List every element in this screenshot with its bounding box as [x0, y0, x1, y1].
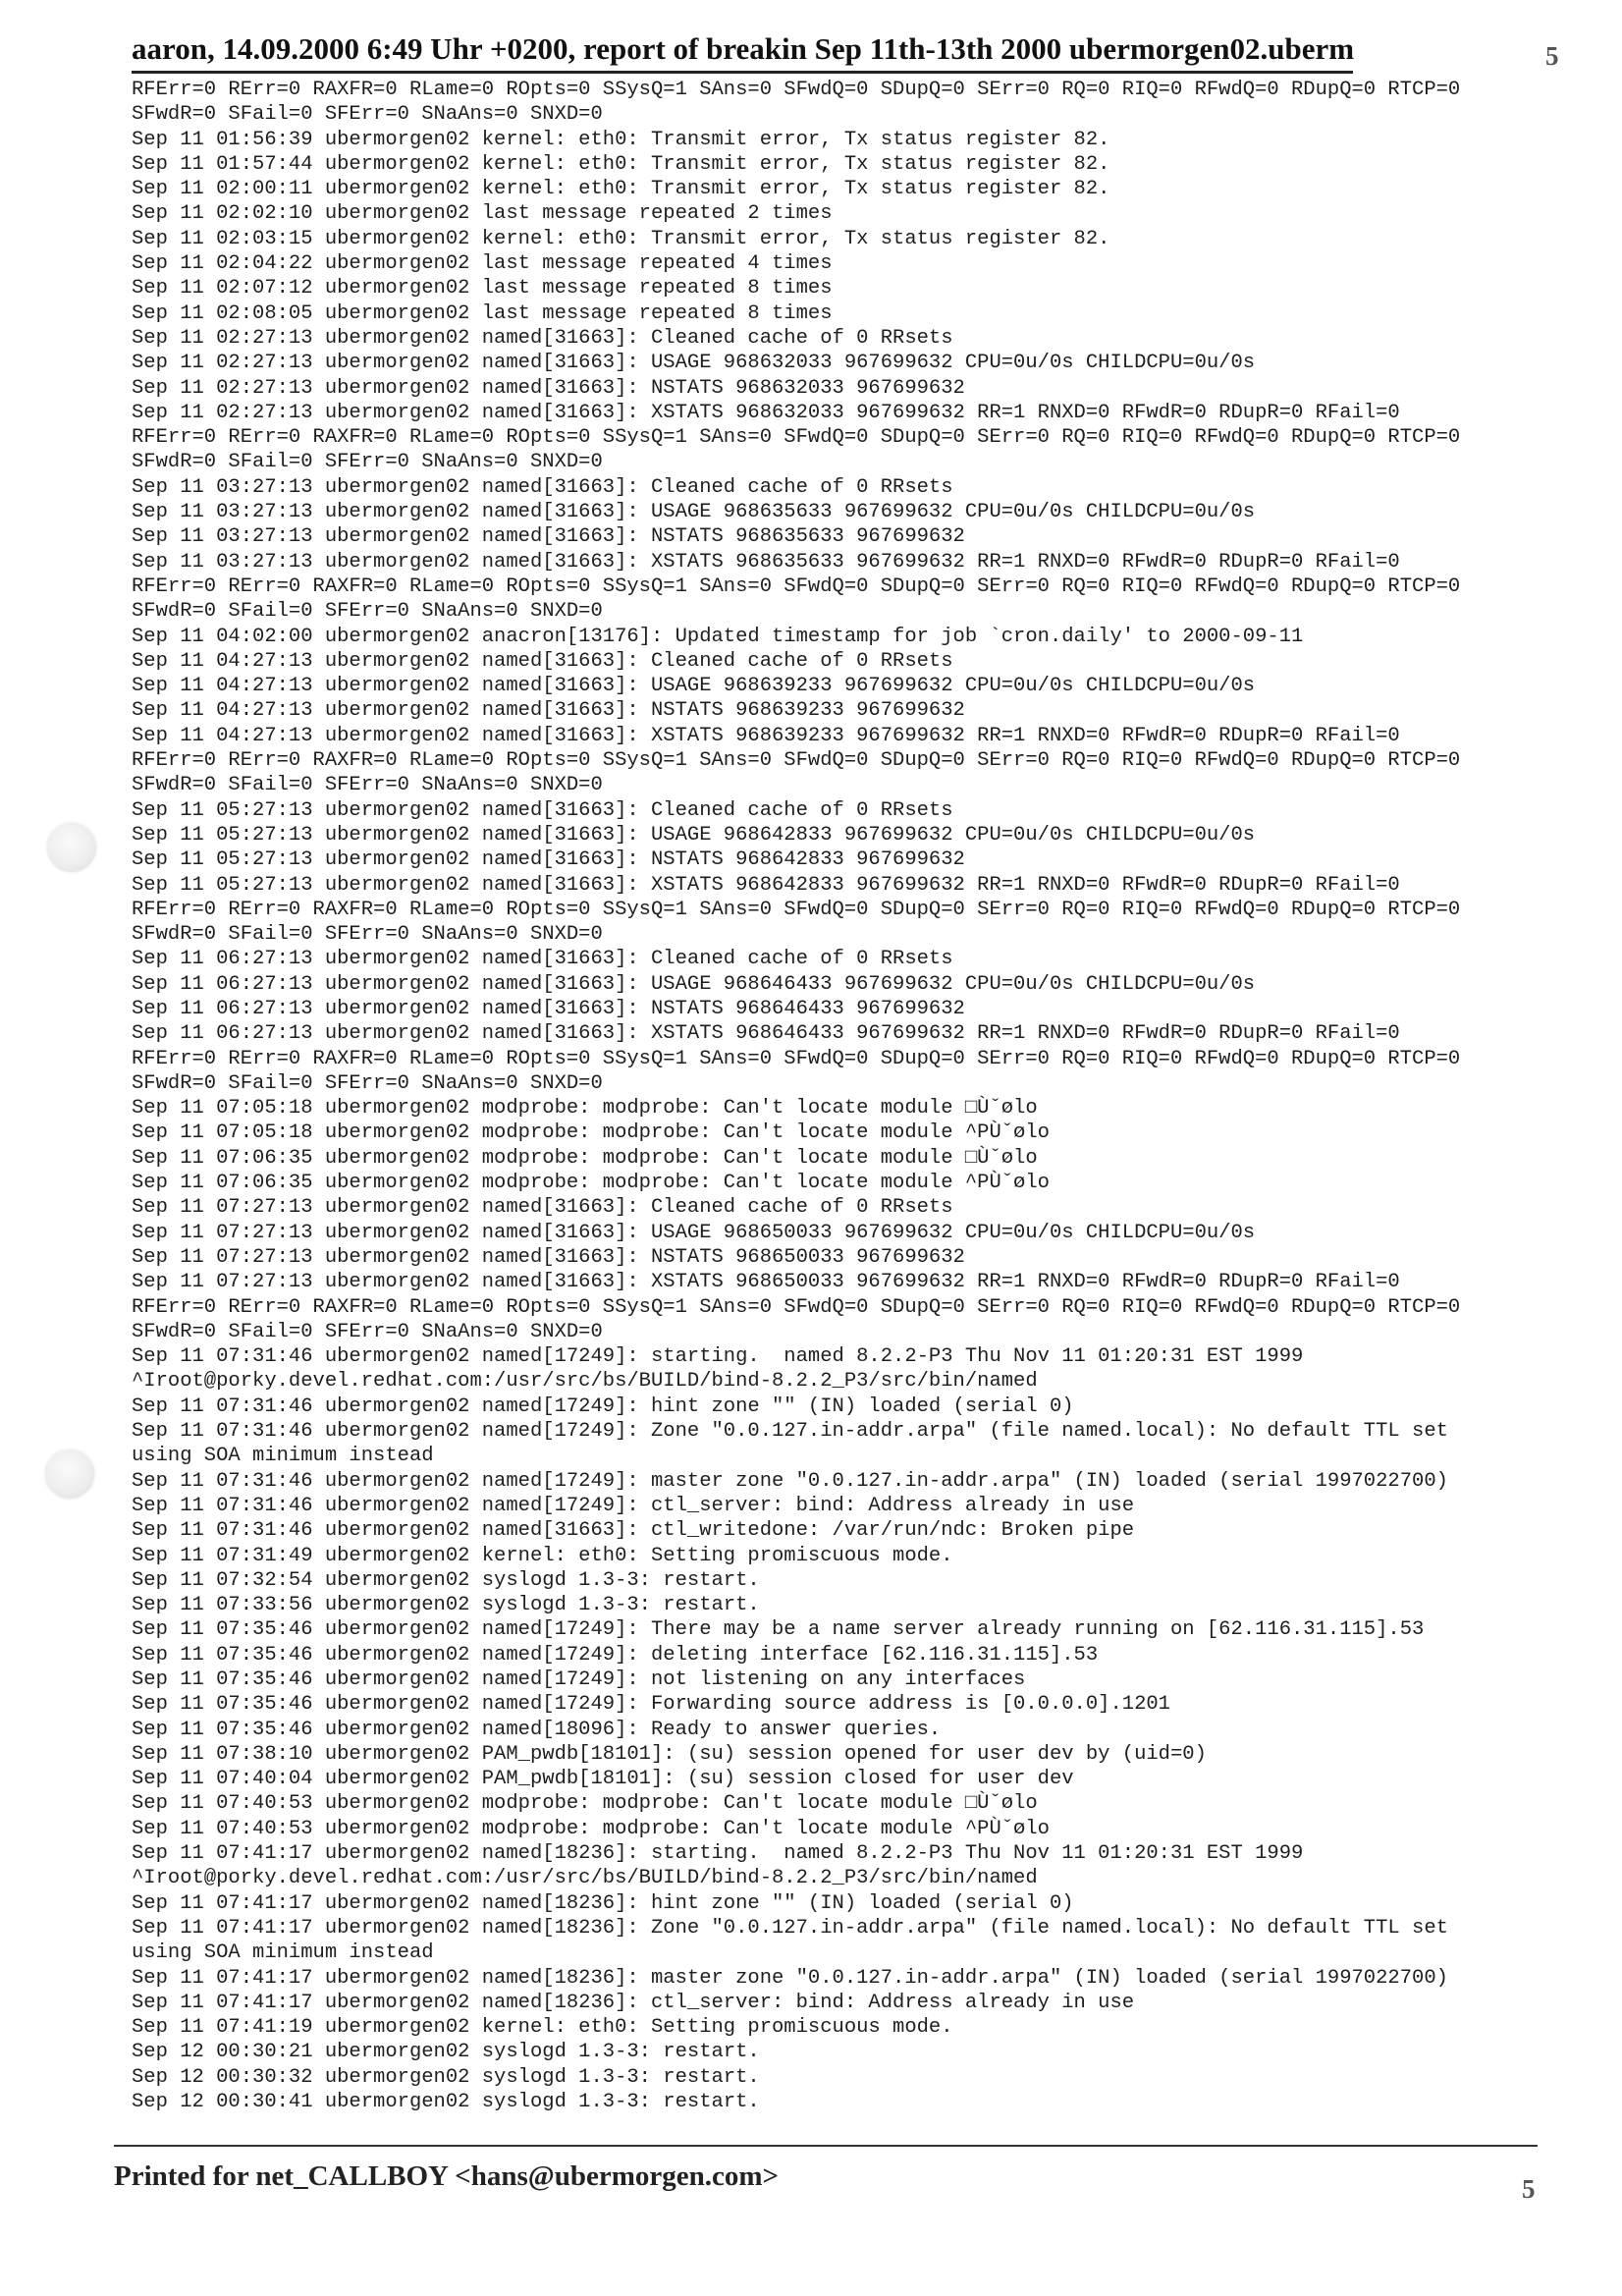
log-line: Sep 11 04:27:13 ubermorgen02 named[31663]: Cleaned cache of 0 RRsets [132, 649, 953, 673]
log-line: using SOA minimum instead [132, 1941, 434, 1965]
log-line: Sep 11 06:27:13 ubermorgen02 named[31663]: NSTATS 968646433 967699632 [132, 997, 965, 1020]
log-line: Sep 11 02:08:05 ubermorgen02 last message repeated 8 times [132, 301, 833, 325]
log-line: Sep 11 07:27:13 ubermorgen02 named[31663]: Cleaned cache of 0 RRsets [132, 1196, 953, 1220]
log-line: Sep 11 07:31:46 ubermorgen02 named[17249]: master zone "0.0.127.in-addr.arpa" (IN) loaded (serial 1997022700) [132, 1469, 1448, 1493]
log-line: Sep 11 02:07:12 ubermorgen02 last message repeated 8 times [132, 277, 833, 301]
log-line: RFErr=0 RErr=0 RAXFR=0 RLame=0 ROpts=0 SSysQ=1 SAns=0 SFwdQ=0 SDupQ=0 SErr=0 RQ=0 RIQ=0 RFwdQ=0 RDupQ=0 RTCP=0 [132, 1295, 1461, 1319]
log-line: Sep 11 02:27:13 ubermorgen02 named[31663]: NSTATS 968632033 967699632 [132, 376, 965, 400]
log-line: Sep 11 07:38:10 ubermorgen02 PAM_pwdb[18101]: (su) session opened for user dev by (uid=0) [132, 1742, 1207, 1766]
log-line: Sep 11 05:27:13 ubermorgen02 named[31663]: Cleaned cache of 0 RRsets [132, 798, 953, 822]
log-line: Sep 11 07:06:35 ubermorgen02 modprobe: modprobe: Can't locate module ^PÙˇølo [132, 1172, 1050, 1195]
punch-hole-icon [45, 1449, 94, 1499]
log-line: Sep 11 03:27:13 ubermorgen02 named[31663]: USAGE 968635633 967699632 CPU=0u/0s CHILDCPU=0u/0s [132, 501, 1256, 524]
log-line: RFErr=0 RErr=0 RAXFR=0 RLame=0 ROpts=0 SSysQ=1 SAns=0 SFwdQ=0 SDupQ=0 SErr=0 RQ=0 RIQ=0 RFwdQ=0 RDupQ=0 RTCP=0 [132, 749, 1461, 773]
header-divider [132, 71, 1353, 74]
log-line: Sep 11 04:27:13 ubermorgen02 named[31663]: NSTATS 968639233 967699632 [132, 699, 965, 723]
log-line: Sep 11 07:35:46 ubermorgen02 named[17249]: not listening on any interfaces [132, 1668, 1026, 1691]
page-header-title: aaron, 14.09.2000 6:49 Uhr +0200, report of breakin Sep 11th-13th 2000 ubermorgen02.uberm [132, 31, 1355, 66]
log-line: Sep 11 07:27:13 ubermorgen02 named[31663]: NSTATS 968650033 967699632 [132, 1245, 965, 1269]
log-line: Sep 11 07:31:46 ubermorgen02 named[17249]: Zone "0.0.127.in-addr.arpa" (file named.local): No default TTL set [132, 1420, 1448, 1444]
log-line: Sep 11 07:33:56 ubermorgen02 syslogd 1.3-3: restart. [132, 1594, 760, 1617]
log-line: Sep 11 05:27:13 ubermorgen02 named[31663]: USAGE 968642833 967699632 CPU=0u/0s CHILDCPU=0u/0s [132, 823, 1256, 847]
log-line: Sep 11 04:27:13 ubermorgen02 named[31663]: XSTATS 968639233 967699632 RR=1 RNXD=0 RFwdR=0 RDupR=0 RFail=0 [132, 724, 1400, 747]
log-line: RFErr=0 RErr=0 RAXFR=0 RLame=0 ROpts=0 SSysQ=1 SAns=0 SFwdQ=0 SDupQ=0 SErr=0 RQ=0 RIQ=0 RFwdQ=0 RDupQ=0 RTCP=0 [132, 574, 1461, 598]
log-line: ^Iroot@porky.devel.redhat.com:/usr/src/bs/BUILD/bind-8.2.2_P3/src/bin/named [132, 1370, 1038, 1394]
log-line: Sep 11 03:27:13 ubermorgen02 named[31663]: NSTATS 968635633 967699632 [132, 525, 965, 549]
log-line: Sep 11 07:41:19 ubermorgen02 kernel: eth0: Setting promiscuous mode. [132, 2016, 953, 2040]
log-line: Sep 12 00:30:41 ubermorgen02 syslogd 1.3-3: restart. [132, 2091, 760, 2114]
log-line: Sep 11 07:31:49 ubermorgen02 kernel: eth0: Setting promiscuous mode. [132, 1544, 953, 1567]
log-line: Sep 11 07:27:13 ubermorgen02 named[31663]: USAGE 968650033 967699632 CPU=0u/0s CHILDCPU=0u/0s [132, 1221, 1256, 1244]
log-line: Sep 11 07:35:46 ubermorgen02 named[17249]: Forwarding source address is [0.0.0.0].1201 [132, 1693, 1170, 1717]
log-line: Sep 11 07:41:17 ubermorgen02 named[18236]: starting. named 8.2.2-P3 Thu Nov 11 01:20:31 EST 1999 [132, 1842, 1304, 1866]
log-line: Sep 11 07:35:46 ubermorgen02 named[17249]: There may be a name server already running on [62.116.31.115].53 [132, 1618, 1425, 1642]
log-line: Sep 11 02:27:13 ubermorgen02 named[31663]: Cleaned cache of 0 RRsets [132, 326, 953, 350]
log-line: SFwdR=0 SFail=0 SFErr=0 SNaAns=0 SNXD=0 [132, 451, 603, 474]
log-line: RFErr=0 RErr=0 RAXFR=0 RLame=0 ROpts=0 SSysQ=1 SAns=0 SFwdQ=0 SDupQ=0 SErr=0 RQ=0 RIQ=0 RFwdQ=0 RDupQ=0 RTCP=0 [132, 426, 1461, 450]
log-line: Sep 11 06:27:13 ubermorgen02 named[31663]: Cleaned cache of 0 RRsets [132, 948, 953, 971]
log-line: Sep 12 00:30:21 ubermorgen02 syslogd 1.3-3: restart. [132, 2041, 760, 2064]
log-line: Sep 11 01:56:39 ubermorgen02 kernel: eth0: Transmit error, Tx status register 82. [132, 128, 1110, 151]
log-line: Sep 11 07:31:46 ubermorgen02 named[31663]: ctl_writedone: /var/run/ndc: Broken pipe [132, 1519, 1135, 1543]
log-line: Sep 11 02:03:15 ubermorgen02 kernel: eth0: Transmit error, Tx status register 82. [132, 227, 1110, 250]
footer-printed-for: Printed for net_CALLBOY <hans@ubermorgen.com> [114, 2160, 780, 2192]
log-line: Sep 11 07:41:17 ubermorgen02 named[18236]: master zone "0.0.127.in-addr.arpa" (IN) loaded (serial 1997022700) [132, 1966, 1448, 1990]
log-line: Sep 11 03:27:13 ubermorgen02 named[31663]: XSTATS 968635633 967699632 RR=1 RNXD=0 RFwdR=0 RDupR=0 RFail=0 [132, 550, 1400, 574]
log-line: Sep 11 07:35:46 ubermorgen02 named[18096]: Ready to answer queries. [132, 1718, 942, 1741]
log-line: SFwdR=0 SFail=0 SFErr=0 SNaAns=0 SNXD=0 [132, 923, 603, 947]
log-line: SFwdR=0 SFail=0 SFErr=0 SNaAns=0 SNXD=0 [132, 1071, 603, 1095]
log-line: SFwdR=0 SFail=0 SFErr=0 SNaAns=0 SNXD=0 [132, 103, 603, 127]
log-line: Sep 11 03:27:13 ubermorgen02 named[31663]: Cleaned cache of 0 RRsets [132, 475, 953, 499]
log-line: Sep 11 05:27:13 ubermorgen02 named[31663]: XSTATS 968642833 967699632 RR=1 RNXD=0 RFwdR=0 RDupR=0 RFail=0 [132, 873, 1400, 897]
log-line: Sep 11 02:27:13 ubermorgen02 named[31663]: USAGE 968632033 967699632 CPU=0u/0s CHILDCPU=0u/0s [132, 352, 1256, 375]
syslog-listing [132, 78, 1575, 2114]
log-line: Sep 11 01:57:44 ubermorgen02 kernel: eth0: Transmit error, Tx status register 82. [132, 152, 1110, 176]
header-page-number: 5 [1545, 41, 1559, 71]
log-line: Sep 11 07:31:46 ubermorgen02 named[17249]: ctl_server: bind: Address already in use [132, 1494, 1135, 1517]
log-line: Sep 11 07:32:54 ubermorgen02 syslogd 1.3-3: restart. [132, 1568, 760, 1592]
log-line: Sep 11 04:02:00 ubermorgen02 anacron[13176]: Updated timestamp for job `cron.daily' to 2000-09-11 [132, 625, 1304, 648]
log-line: Sep 11 07:05:18 ubermorgen02 modprobe: modprobe: Can't locate module □Ùˇølo [132, 1097, 1038, 1121]
log-line: Sep 11 07:31:46 ubermorgen02 named[17249]: starting. named 8.2.2-P3 Thu Nov 11 01:20:31 EST 1999 [132, 1345, 1304, 1369]
log-line: Sep 11 02:04:22 ubermorgen02 last message repeated 4 times [132, 252, 833, 276]
log-line: Sep 11 07:41:17 ubermorgen02 named[18236]: ctl_server: bind: Address already in use [132, 1991, 1135, 2014]
log-line: Sep 12 00:30:32 ubermorgen02 syslogd 1.3-3: restart. [132, 2065, 760, 2089]
log-line: Sep 11 07:27:13 ubermorgen02 named[31663]: XSTATS 968650033 967699632 RR=1 RNXD=0 RFwdR=0 RDupR=0 RFail=0 [132, 1271, 1400, 1294]
log-line: ^Iroot@porky.devel.redhat.com:/usr/src/bs/BUILD/bind-8.2.2_P3/src/bin/named [132, 1867, 1038, 1890]
log-line: Sep 11 05:27:13 ubermorgen02 named[31663]: NSTATS 968642833 967699632 [132, 848, 965, 872]
log-line: SFwdR=0 SFail=0 SFErr=0 SNaAns=0 SNXD=0 [132, 774, 603, 797]
footer-divider [114, 2145, 1538, 2147]
footer-page-number: 5 [1522, 2174, 1536, 2204]
punch-hole-icon [47, 823, 96, 872]
log-line: Sep 11 04:27:13 ubermorgen02 named[31663]: USAGE 968639233 967699632 CPU=0u/0s CHILDCPU=0u/0s [132, 675, 1256, 698]
log-line: Sep 11 07:40:53 ubermorgen02 modprobe: modprobe: Can't locate module □Ùˇølo [132, 1792, 1038, 1816]
log-line: RFErr=0 RErr=0 RAXFR=0 RLame=0 ROpts=0 SSysQ=1 SAns=0 SFwdQ=0 SDupQ=0 SErr=0 RQ=0 RIQ=0 RFwdQ=0 RDupQ=0 RTCP=0 [132, 898, 1461, 921]
log-line: Sep 11 07:40:04 ubermorgen02 PAM_pwdb[18101]: (su) session closed for user dev [132, 1768, 1074, 1791]
log-line: Sep 11 06:27:13 ubermorgen02 named[31663]: XSTATS 968646433 967699632 RR=1 RNXD=0 RFwdR=0 RDupR=0 RFail=0 [132, 1022, 1400, 1046]
log-line: Sep 11 07:40:53 ubermorgen02 modprobe: modprobe: Can't locate module ^PÙˇølo [132, 1817, 1050, 1840]
log-line: Sep 11 07:41:17 ubermorgen02 named[18236]: hint zone "" (IN) loaded (serial 0) [132, 1891, 1074, 1915]
log-line: Sep 11 07:41:17 ubermorgen02 named[18236]: Zone "0.0.127.in-addr.arpa" (file named.local): No default TTL set [132, 1916, 1448, 1940]
log-line: Sep 11 07:05:18 ubermorgen02 modprobe: modprobe: Can't locate module ^PÙˇølo [132, 1121, 1050, 1145]
log-line: Sep 11 07:06:35 ubermorgen02 modprobe: modprobe: Can't locate module □Ùˇølo [132, 1146, 1038, 1170]
log-line: using SOA minimum instead [132, 1445, 434, 1468]
log-line: SFwdR=0 SFail=0 SFErr=0 SNaAns=0 SNXD=0 [132, 1320, 603, 1343]
log-line: Sep 11 06:27:13 ubermorgen02 named[31663]: USAGE 968646433 967699632 CPU=0u/0s CHILDCPU=0u/0s [132, 972, 1256, 996]
log-line: Sep 11 02:02:10 ubermorgen02 last message repeated 2 times [132, 202, 833, 226]
log-line: Sep 11 02:27:13 ubermorgen02 named[31663]: XSTATS 968632033 967699632 RR=1 RNXD=0 RFwdR=0 RDupR=0 RFail=0 [132, 401, 1400, 424]
log-line: RFErr=0 RErr=0 RAXFR=0 RLame=0 ROpts=0 SSysQ=1 SAns=0 SFwdQ=0 SDupQ=0 SErr=0 RQ=0 RIQ=0 RFwdQ=0 RDupQ=0 RTCP=0 [132, 1047, 1461, 1070]
log-line: Sep 11 07:31:46 ubermorgen02 named[17249]: hint zone "" (IN) loaded (serial 0) [132, 1394, 1074, 1418]
log-line: RFErr=0 RErr=0 RAXFR=0 RLame=0 ROpts=0 SSysQ=1 SAns=0 SFwdQ=0 SDupQ=0 SErr=0 RQ=0 RIQ=0 RFwdQ=0 RDupQ=0 RTCP=0 [132, 79, 1461, 101]
log-line: SFwdR=0 SFail=0 SFErr=0 SNaAns=0 SNXD=0 [132, 600, 603, 624]
log-line: Sep 11 07:35:46 ubermorgen02 named[17249]: deleting interface [62.116.31.115].53 [132, 1643, 1099, 1667]
log-line: Sep 11 02:00:11 ubermorgen02 kernel: eth0: Transmit error, Tx status register 82. [132, 178, 1110, 201]
